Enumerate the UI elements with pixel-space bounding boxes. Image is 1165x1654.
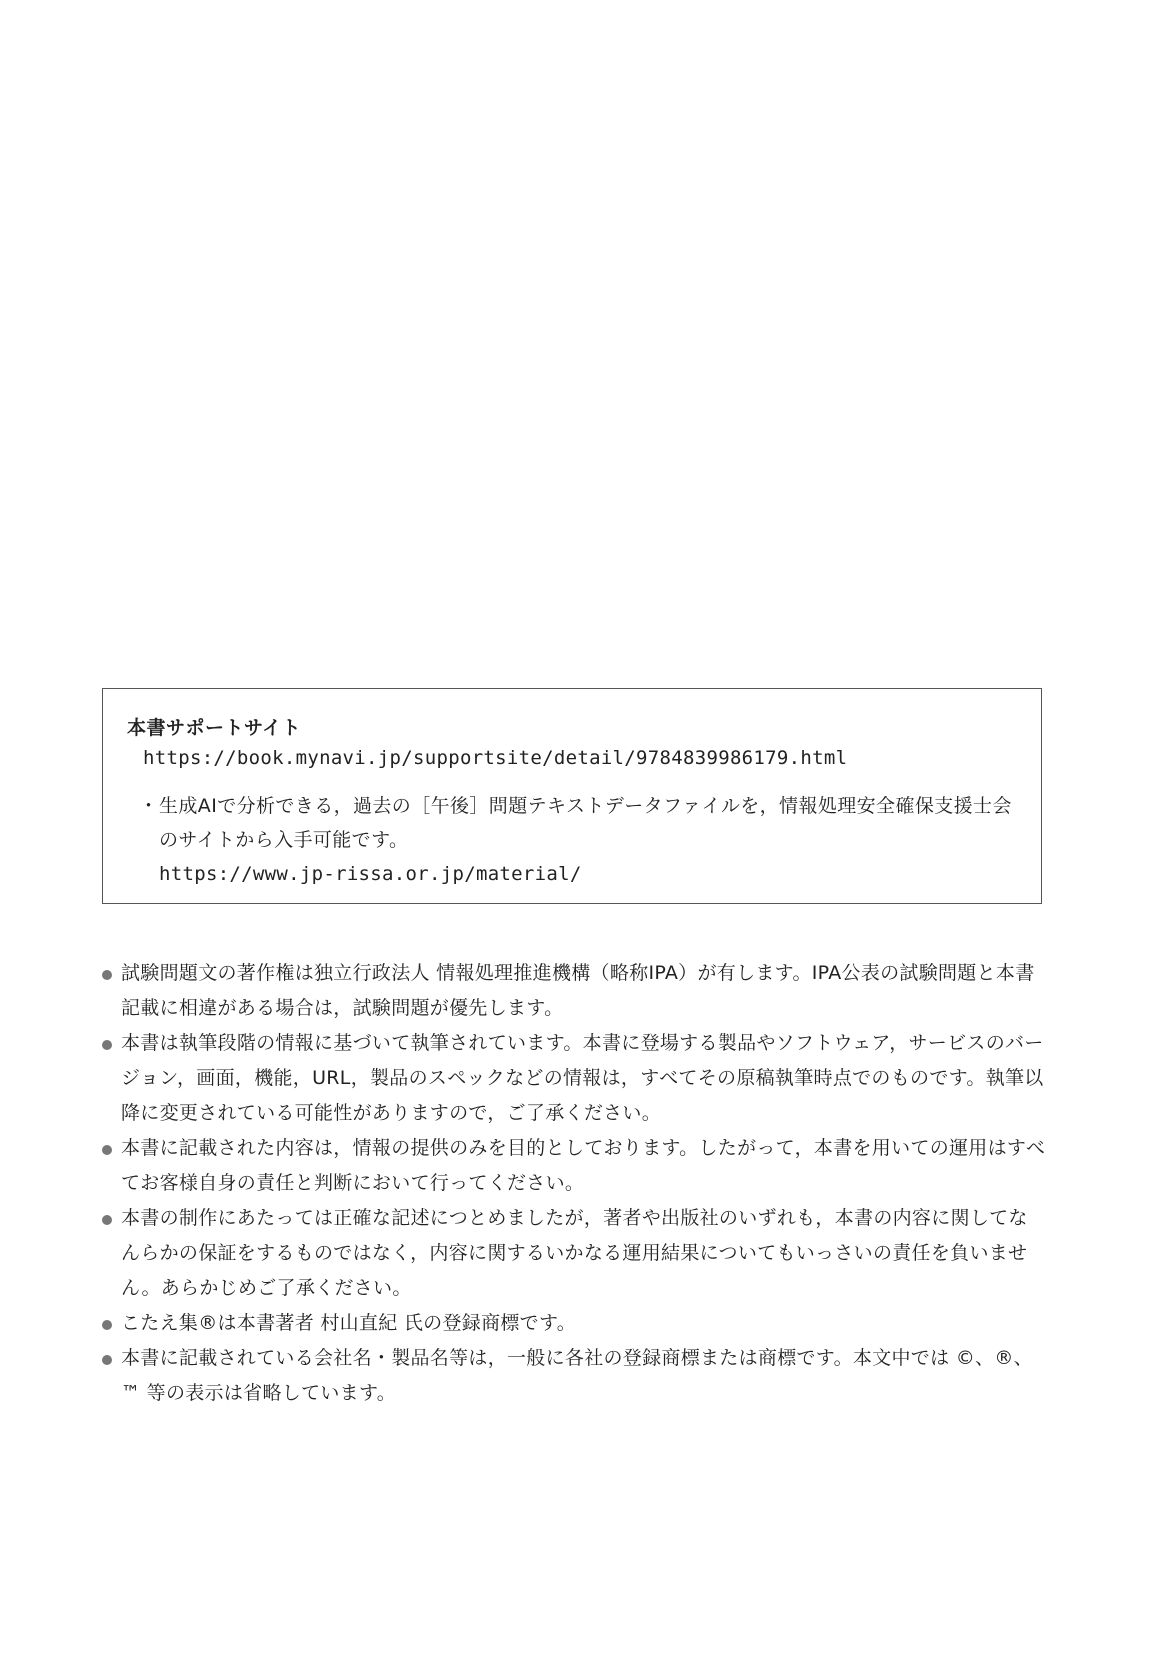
note-text: 試験問題文の著作権は独立行政法人 情報処理推進機構（略称IPA）が有します。IPA公表の試験問題と本書記載に相違がある場合は，試験問題が優先します。 <box>121 962 1035 1019</box>
rissa-material-url[interactable]: https://www.jp-rissa.or.jp/material/ <box>159 863 582 885</box>
bullet-marker: ・ <box>139 795 159 817</box>
support-site-url[interactable]: https://book.mynavi.jp/supportsite/detail/9784839986179.html <box>143 747 848 769</box>
note-text: 本書に記載されている会社名・製品名等は，一般に各社の登録商標または商標です。本文中では ©、®、™ 等の表示は省略しています。 <box>121 1347 1033 1404</box>
list-item <box>102 1131 1047 1201</box>
bullet-icon <box>102 1040 112 1050</box>
support-site-title: 本書サポートサイト <box>127 717 302 739</box>
data-file-note <box>139 789 1019 857</box>
bullet-icon <box>102 1355 112 1365</box>
list-item <box>102 1341 1047 1411</box>
list-item <box>102 1201 1047 1306</box>
list-item <box>102 1026 1047 1131</box>
note-text: 本書に記載された内容は，情報の提供のみを目的としております。したがって，本書を用いての運用はすべてお客様自身の責任と判断において行ってください。 <box>121 1137 1046 1194</box>
data-file-note-text: 生成AIで分析できる，過去の［午後］問題テキストデータファイルを，情報処理安全確保支援士会のサイトから入手可能です。 <box>159 795 1012 851</box>
note-text: 本書の制作にあたっては正確な記述につとめましたが，著者や出版社のいずれも，本書の内容に関してなんらかの保証をするものではなく，内容に関するいかなる運用結果についてもいっさいの責任を負いません。あらかじめご了承ください。 <box>121 1207 1028 1299</box>
support-site-box <box>102 688 1042 904</box>
disclaimer-list <box>102 956 1047 1411</box>
note-text: こたえ集®は本書著者 村山直紀 氏の登録商標です。 <box>121 1312 577 1334</box>
note-text: 本書は執筆段階の情報に基づいて執筆されています。本書に登場する製品やソフトウェア，サービスのバージョン，画面，機能，URL，製品のスペックなどの情報は，すべてその原稿執筆時点でのものです。執筆以降に変更されている可能性がありますので，ご了承ください。 <box>121 1032 1044 1124</box>
list-item <box>102 1306 1047 1341</box>
list-item <box>102 956 1047 1026</box>
bullet-icon <box>102 1145 112 1155</box>
bullet-icon <box>102 1320 112 1330</box>
bullet-icon <box>102 970 112 980</box>
bullet-icon <box>102 1215 112 1225</box>
